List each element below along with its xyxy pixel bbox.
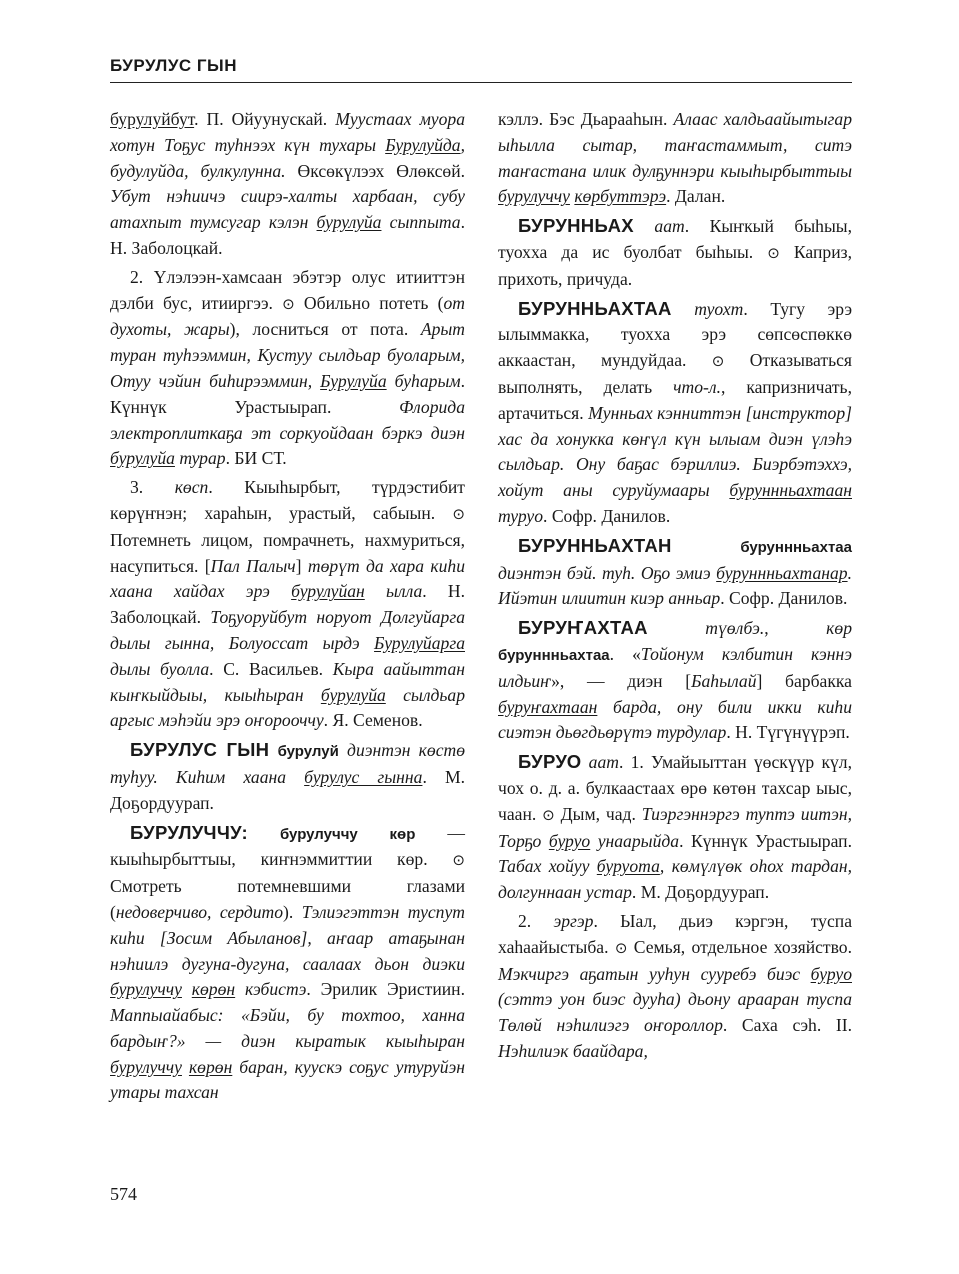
entry-headword: БУРУННЬАХТАН	[518, 534, 672, 556]
continuation-paragraph: кэллэ. Бэс Дьарааһын. Алаас халдьаайытыгар ыһылла сытар, таҥастаммыт, ситэ таҥастана илик дулҕуннэри кыыһырбыттыы бурулуччу көрбуттэрэ. Далан.	[498, 109, 852, 207]
sense-3-paragraph: 3. көсп. Кыыһырбыт, түрдэстибит көрүҥнэн; хараһын, урастый, сабыын. ⊙ Потемнеть лицом, помрачнеть, нахмуриться, насупиться. [Пал Палыч] төрүт да хара киһи хаана хайдах эрэ бурулуйан ылла. Н. Заболоцкай. Тоҕуоруйбут норуот Долгуйарга дылы гынна, Болуоссат ырдэ Бурулуйарга дылы буолла. С. Васильев. Кыра аайыттан кыҥкыйдыы, кыыһыран бурулуйа сылдьар аргыс мэһэйи эрэ оҥорооччу. Я. Семенов.	[110, 477, 466, 731]
meaning-marker-icon: ⊙	[452, 504, 465, 523]
dictionary-entry: БУРУННЬАХТАА туохт. Тугу эрэ ылыммакка, туохха эрэ сөпсөспөккө аккаастан, мундуйдаа. ⊙ Отказываться выполнять, делать что-л., капризничать, артачиться. Мунньах кэнниттэн [инструктор] хас да хонукка көҥүл күн ылыам диэн үлэһэ сылдьар. Ону баҕас бэриллиэ. Биэрбэтэххэ, хойут аны суруйумаары буруннньахтаан туруо. Софр. Данилов.	[498, 297, 852, 526]
dictionary-entry: БУРУҤАХТАА түөлбэ., көр буруннньахтаа. «Тойонум кэлбитин кэннэ илдьиҥ», — диэн [Баһылай] барбакка буруҥахтаан барда, ону били икки киһи сиэтэн дьөгдьөрүтэ турдулар. Н. Түгүнүүрэп.	[498, 617, 852, 743]
continuation-paragraph: бурулуйбут. П. Ойуунускай. Муустаах муора хотун Тоҕус туһнээх күн тухары Бурулуйда, будулуйда, булкулунна. Өксөкүлээх Өлөксөй. Убут нэһиичэ сиирэ-халты харбаан, субу атахпыт тумсугар кэлэн бурулуйа сыппыта. Н. Заболоцкай.	[110, 109, 466, 258]
meaning-marker-icon: ⊙	[452, 851, 465, 870]
sense-2-paragraph: 2. Үлэлээн-хамсаан эбэтэр олус итииттэн дэлби бус, итииргээ. ⊙ Обильно потеть (от духоты, жары), лосниться от пота. Арыт туран туһээммин, Кустуу сылдьар буоларым, Отуу чэйин биһирээммин, Бурулуйа буһарым. Күннүк Урастыырап. Флорида электроплиткаҕа эт соркуойдаан бэркэ диэн бурулуйа турар. БИ СТ.	[110, 266, 466, 469]
entry-headword: БУРУЛУС ГЫН	[130, 739, 270, 761]
page-header	[110, 56, 852, 83]
meaning-marker-icon: ⊙	[614, 938, 628, 957]
entry-headword: БУРУҤАХТАА	[518, 617, 648, 639]
dictionary-entry: БУРУЛУЧЧУ: бурулуччу көр — кыыһырбыттыы, киҥнэммиттии көр. ⊙ Смотреть потемневшими глазами (недоверчиво, сердито). Тэлиэгэттэн туспут киһи [Зосим Абыланов], аҥаар атаҕынан нэһиилэ дугуна-дугуна, саалаах дьон диэки бурулуччу көрөн кэбистэ. Эрилик Эристиин. Маппыайабыс: «Бэйи, бу тохтоо, ханна бардыҥ?» — диэн кыратык кыыһыран бурулуччу көрөн баран, куускэ соҕус утуруйэн утары тахсан	[110, 821, 465, 1103]
entry-headword: БУРУЛУЧЧУ:	[130, 821, 248, 843]
entry-headword: БУРУННЬАХТАА	[518, 297, 672, 319]
entry-headword: БУРУО	[518, 751, 582, 773]
running-head: БУРУЛУС ГЫН	[110, 56, 237, 75]
meaning-marker-icon: ⊙	[711, 352, 725, 371]
dictionary-entry: БУРУЛУС ГЫН бурулуй диэнтэн көстө туһуу. Киһим хаана бурулус гынна. М. Доҕордуурап.	[110, 739, 466, 813]
sense-2-paragraph: 2. эргэр. Ыал, дьиэ кэргэн, туспа хаһаайыстыба. ⊙ Семья, отдельное хозяйство. Мэкчиргэ аҕатын ууһун сууребэ биэс буруо (сэттэ уон биэс дууһа) дьону арааран туспа Төлөй нэһилиэгэ оҥороллор. Саха сэһ. II. Нэһилиэк баайдара,	[498, 910, 853, 1061]
dictionary-entry: БУРУО аат. 1. Умайыыттан үөскүүр күл, чох о. д. а. булкаастаах өрө көтөн тахсар ыыс, чаан. ⊙ Дым, чад. Тиэргэннэргэ туптэ иитэн, Торҕо буруо унаарыйда. Күннүк Урастыырап. Табах хойуу буруота, көмүлүөк оһох тардан, долгуннаан устар. М. Доҕордуурап.	[498, 751, 853, 903]
meaning-marker-icon: ⊙	[767, 243, 780, 262]
meaning-marker-icon: ⊙	[282, 294, 295, 313]
entry-headword: БУРУННЬАХ	[518, 215, 634, 237]
right-column	[498, 107, 852, 1065]
left-column	[110, 107, 465, 1106]
dictionary-entry: БУРУННЬАХ аат. Кыҥкый быһыы, туохха да ис буолбат быһыы. ⊙ Каприз, прихоть, причуда.	[498, 215, 853, 289]
dictionary-entry: БУРУННЬАХТАН буруннньахтаа диэнтэн бэй. туһ. Оҕо эмиэ буруннньахтанар. Ийэтин илиитин киэр анньар. Софр. Данилов.	[498, 534, 852, 609]
page-number: 574	[110, 1184, 137, 1204]
meaning-marker-icon: ⊙	[542, 805, 555, 824]
